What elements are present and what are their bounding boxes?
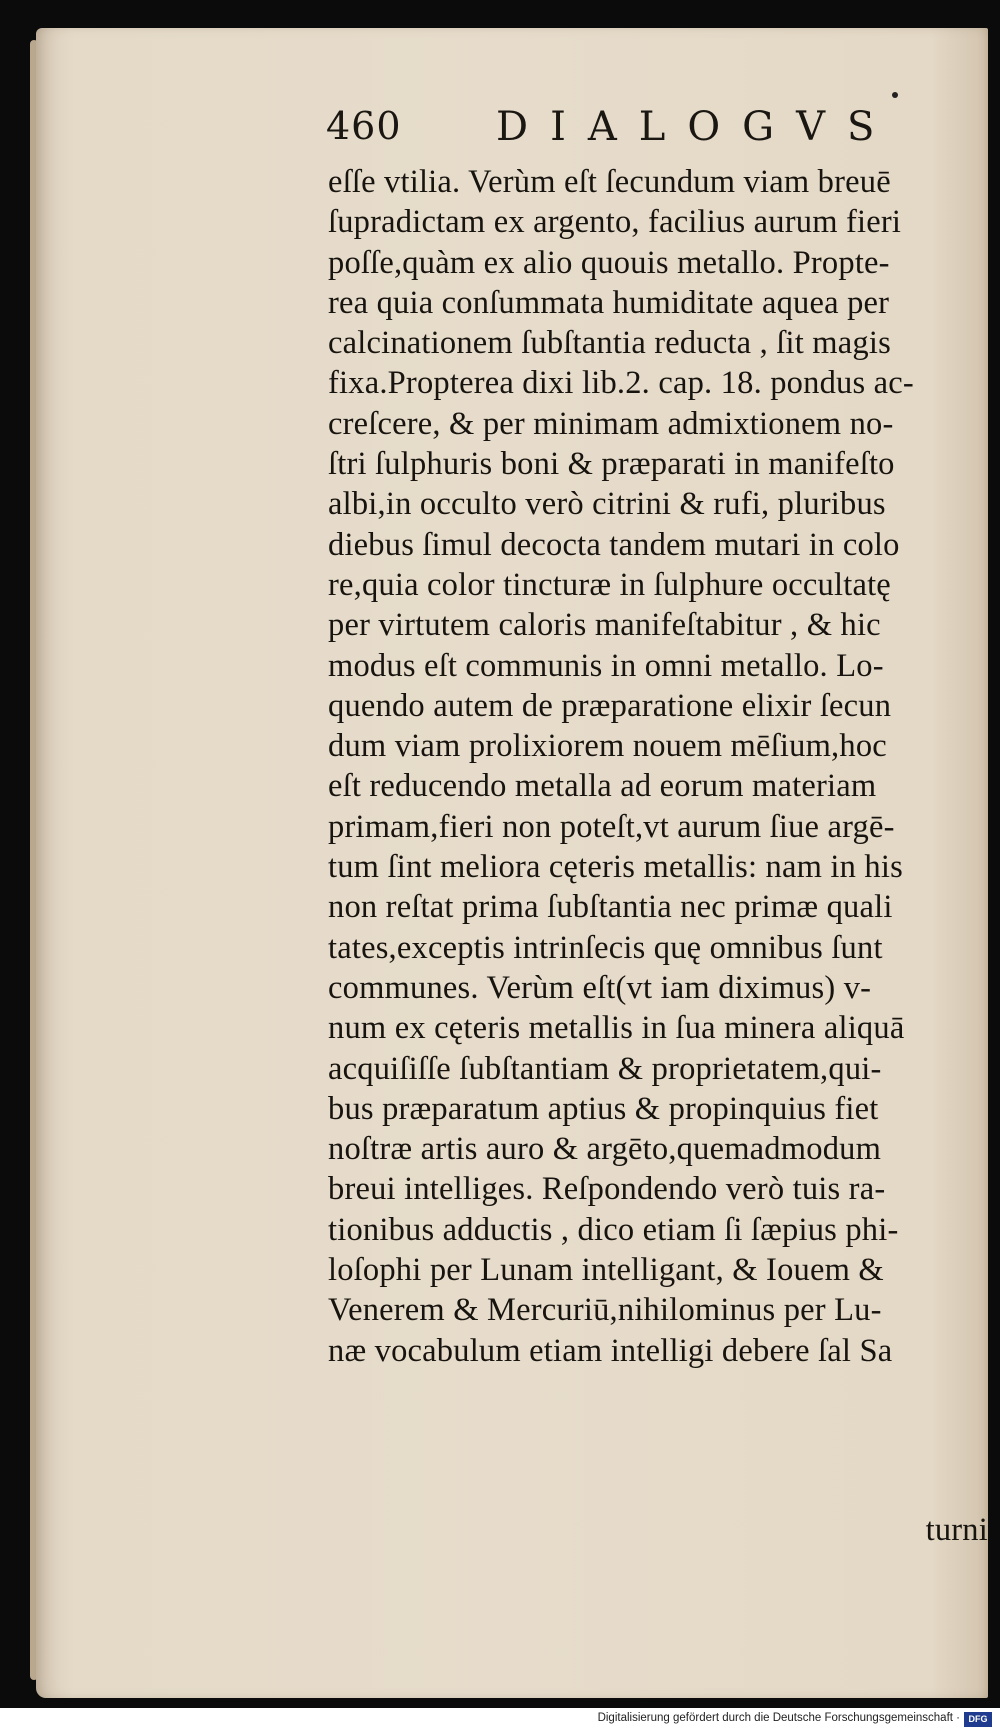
funding-credit: Digitalisierung gefördert durch die Deutsche Forschungsgemeinschaft · — [597, 1712, 960, 1724]
text-line: quendo autem de præparatione elixir ſecun — [328, 687, 892, 724]
text-line: fixa.Propterea dixi lib.2. cap. 18. pondus ac- — [328, 365, 914, 402]
text-line: albi,in occulto verò citrini & rufi, pluribus — [328, 486, 886, 523]
text-line: eſſe vtilia. Verùm eſt ſecundum viam breuē — [328, 164, 891, 200]
body-text — [328, 162, 1000, 1548]
text-line: næ vocabulum etiam intelligi debere ſal Sa — [328, 1332, 893, 1369]
text-line: num ex cęteris metallis in ſua minera aliquā — [328, 1010, 905, 1047]
text-line: poſſe,quàm ex alio quouis metallo. Propte- — [328, 244, 890, 281]
text-line: eſt reducendo metalla ad eorum materiam — [328, 768, 877, 805]
catchword: turni — [925, 1512, 988, 1548]
dfg-logo-icon: DFG — [964, 1712, 992, 1727]
digitization-footer — [0, 1708, 1000, 1732]
text-line: per virtutem caloris manifeſtabitur , & hic — [328, 607, 881, 644]
text-line: creſcere, & per minimam admixtionem no- — [328, 405, 894, 442]
text-line: noſtræ artis auro & argēto,quemadmodum — [328, 1131, 882, 1168]
text-line: communes. Verùm eſt(vt iam diximus) v- — [328, 969, 872, 1006]
text-line: re,quia color tincturæ in ſulphure occultatę — [328, 566, 891, 603]
text-line: ſtri ſulphuris boni & præparati in manifeſto — [328, 446, 895, 483]
text-line: acquiſiſſe ſubſtantiam & proprietatem,qui- — [328, 1050, 882, 1087]
text-line: diebus ſimul decocta tandem mutari in colo — [328, 526, 900, 563]
text-line: loſophi per Lunam intelligant, & Iouem & — [328, 1252, 884, 1289]
page-number: 460 — [326, 104, 402, 148]
text-line: primam,fieri non poteſt,vt aurum ſiue argē- — [328, 808, 895, 845]
page-header — [326, 104, 926, 160]
text-line: tum ſint meliora cęteris metallis: nam in his — [328, 849, 903, 886]
text-line: bus præparatum aptius & propinquius fiet — [328, 1090, 879, 1127]
text-line: modus eſt communis in omni metallo. Lo- — [328, 647, 884, 684]
text-line: non reſtat prima ſubſtantia nec primæ quali — [328, 889, 893, 926]
text-line: rea quia conſummata humiditate aquea per — [328, 284, 890, 321]
text-line: Venerem & Mercuriū,nihilominus per Lu- — [328, 1292, 882, 1329]
running-title: DIALOGVS — [496, 104, 897, 150]
text-line: ſupradictam ex argento, facilius aurum fieri — [328, 204, 902, 241]
text-line: dum viam prolixiorem nouem mēſium,hoc — [328, 728, 887, 765]
text-line: tates,exceptis intrinſecis quę omnibus ſunt — [328, 929, 883, 966]
text-line: calcinationem ſubſtantia reducta , ſit magis — [328, 325, 891, 362]
text-line: tionibus adductis , dico etiam ſi ſæpius phi- — [328, 1211, 899, 1248]
ink-speck — [892, 92, 898, 98]
text-line: breui intelliges. Reſpondendo verò tuis ra- — [328, 1171, 886, 1208]
